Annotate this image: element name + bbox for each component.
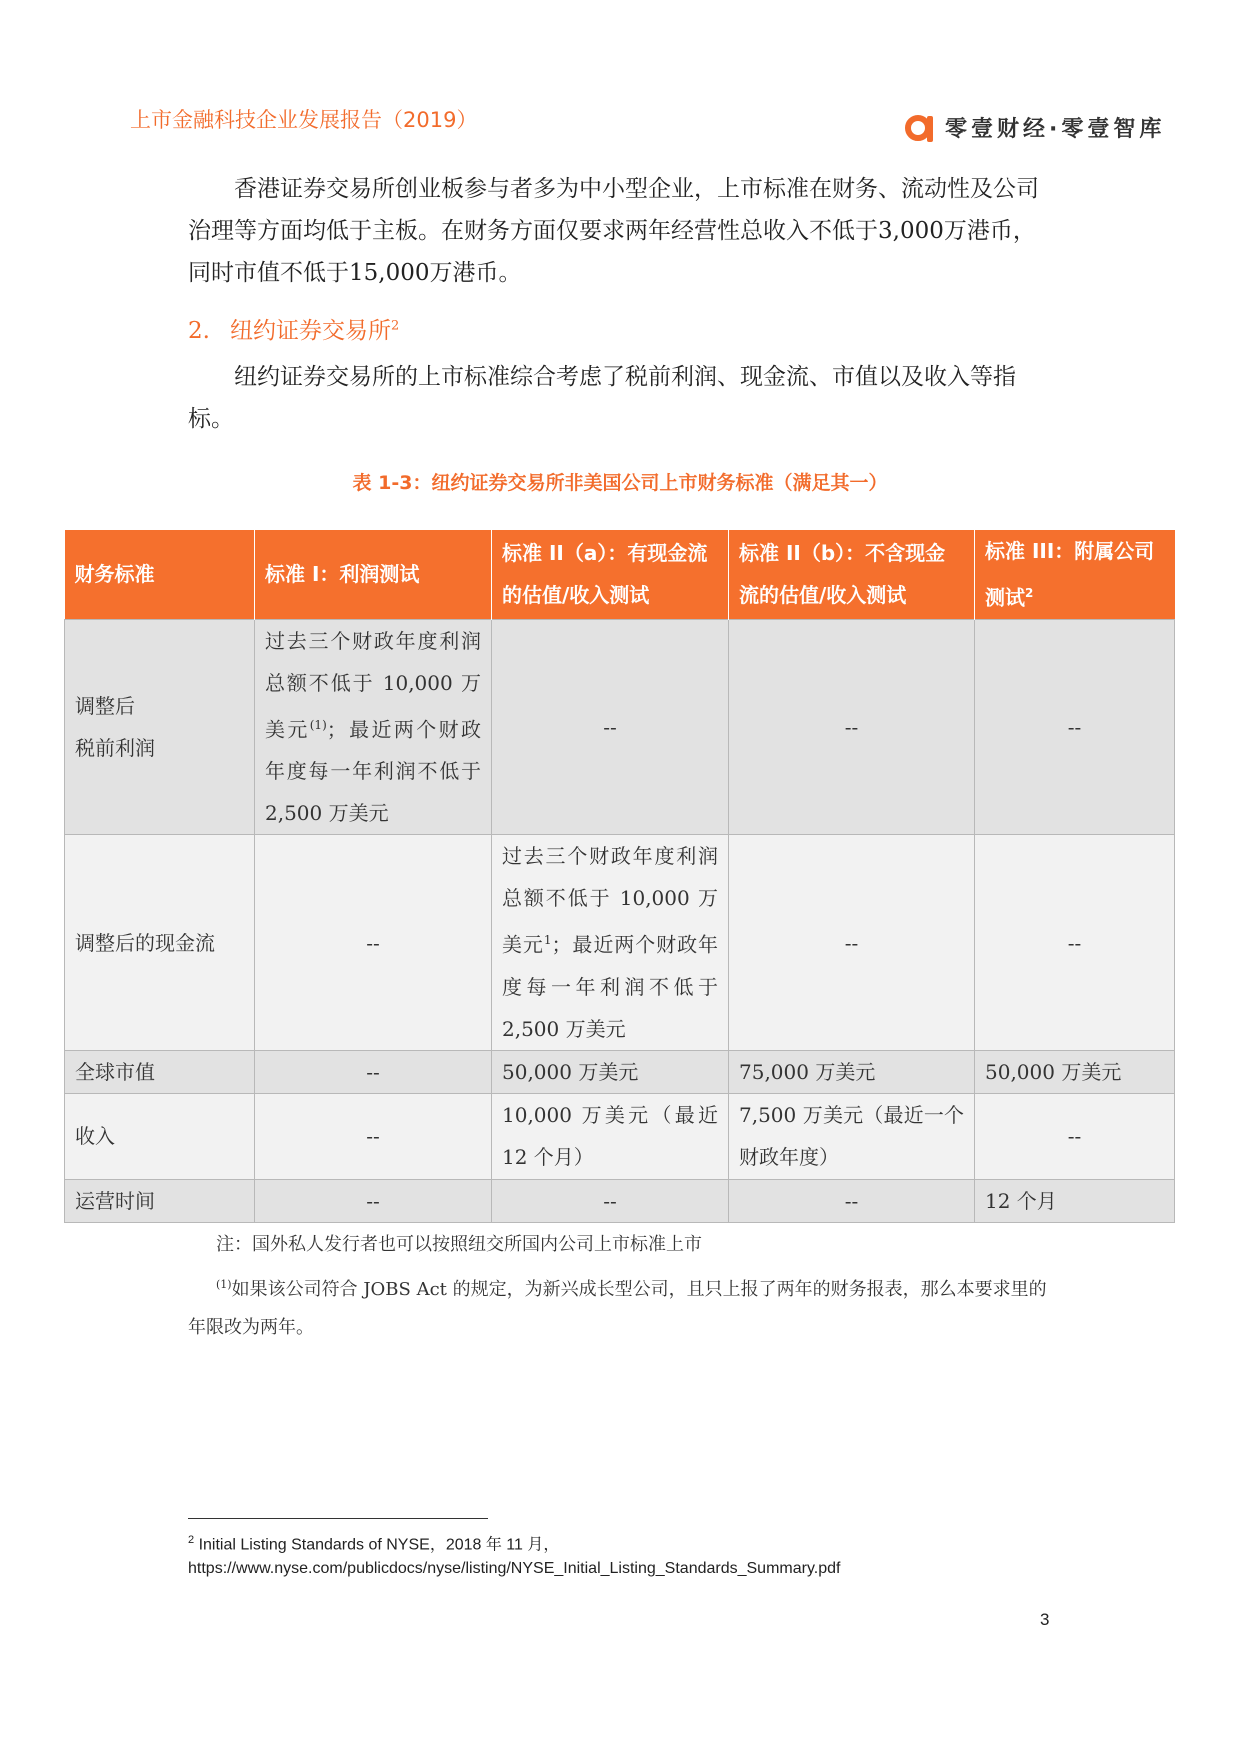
table-cell: -- [975,619,1175,835]
section-number: 2. [188,318,210,344]
table-cell: -- [975,835,1175,1051]
cell-text: 过去三个财政年度利润总额不低于 10,000 万美元 [502,844,718,957]
header-financial-standard: 财务标准 [65,530,255,619]
note-ref: (1) [309,717,327,732]
brand-logo [903,110,1165,144]
table-cell: -- [255,1050,492,1093]
table-cell: 7,500 万美元（最近一个财政年度） [729,1093,975,1179]
header-standard-3 [975,530,1175,619]
table-cell: -- [255,1179,492,1222]
cell-text: 过去三个财政年度利润总额不低于 10,000 万美元 [265,628,481,742]
footnote [188,1528,1088,1581]
table-cell: 12 个月 [975,1179,1175,1222]
table-row [65,1093,1175,1179]
table-note-jobs-act [188,1266,1058,1347]
paragraph-hkex: 香港证券交易所创业板参与者多为中小型企业，上市标准在财务、流动性及公司治理等方面均低于主板。在财务方面仅要求两年经营性总收入不低于3,000万港币，同时市值不低于15,000万港币。 [188,176,1039,286]
row-label-cash-flow: 调整后的现金流 [65,835,255,1051]
table-cell: -- [975,1093,1175,1179]
header-standard-2b: 标准 II（b）：不含现金流的估值/收入测试 [729,530,975,619]
table-header-row [65,530,1175,619]
row-label-revenue: 收入 [65,1093,255,1179]
table-cell: -- [492,619,729,835]
brand-name: 零壹财经·零壹智库 [945,116,1166,142]
cell-text: ；最近两个财政年度每一年利润不低于 2,500 万美元 [502,932,719,1041]
orange-a-logo-icon [903,110,937,144]
table-cell [492,835,729,1051]
row-label-line: 调整后 [75,693,135,718]
page-number: 3 [1040,1610,1050,1629]
note-text: 如果该公司符合 JOBS Act 的规定，为新兴成长型公司，且只上报了两年的财务报表，那么本要求里的年限改为两年。 [188,1279,1047,1338]
table-cell: -- [729,1179,975,1222]
cell-text: ；最近两个财政年度每一年利润不低于 2,500 万美元 [265,717,481,826]
table-row [65,835,1175,1051]
table-cell: 50,000 万美元 [492,1050,729,1093]
report-title: 上市金融科技企业发展报告（2019） [130,108,478,132]
row-label-market-cap: 全球市值 [65,1050,255,1093]
footnote-ref: 2 [1025,586,1034,600]
section-title: 纽约证券交易所 [229,318,391,344]
footnote-ref: 2 [188,1534,195,1546]
note-ref: (1) [216,1278,232,1291]
row-label-line: 税前利润 [75,735,155,760]
footnote-divider [188,1518,488,1519]
table-cell: 10,000 万美元（最近 12 个月） [492,1093,729,1179]
footnote-link[interactable]: https://www.nyse.com/publicdocs/nyse/listing/NYSE_Initial_Listing_Standards_Summary.pdf [188,1560,841,1578]
table-row [65,1050,1175,1093]
footnote-text: Initial Listing Standards of NYSE，2018 年 11 月， [198,1536,560,1554]
row-label-pretax-profit [65,619,255,835]
header-standard-2a: 标准 II（a）：有现金流的估值/收入测试 [492,530,729,619]
paragraph-nyse: 纽约证券交易所的上市标准综合考虑了税前利润、现金流、市值以及收入等指标。 [188,364,1016,432]
table-cell: -- [255,835,492,1051]
table-cell: 75,000 万美元 [729,1050,975,1093]
listing-standards-table [64,530,1175,1223]
header-standard-1: 标准 I：利润测试 [255,530,492,619]
table-row [65,1179,1175,1222]
section-heading [188,312,399,345]
table-cell: -- [255,1093,492,1179]
table-cell: -- [729,835,975,1051]
table-row [65,619,1175,835]
table-cell: 50,000 万美元 [975,1050,1175,1093]
header-standard-3-label: 标准 III：附属公司测试 [985,539,1155,610]
table-note: 注：国外私人发行者也可以按照纽交所国内公司上市标准上市 [216,1234,702,1255]
footnote-line [188,1528,1088,1557]
table-cell: -- [729,619,975,835]
note-ref: 1 [543,933,552,948]
table-cell [255,619,492,835]
row-label-operating-time: 运营时间 [65,1179,255,1222]
footnote-ref[interactable]: 2 [390,318,400,334]
table-cell: -- [492,1179,729,1222]
table-caption: 表 1-3：纽约证券交易所非美国公司上市财务标准（满足其一） [352,472,888,494]
